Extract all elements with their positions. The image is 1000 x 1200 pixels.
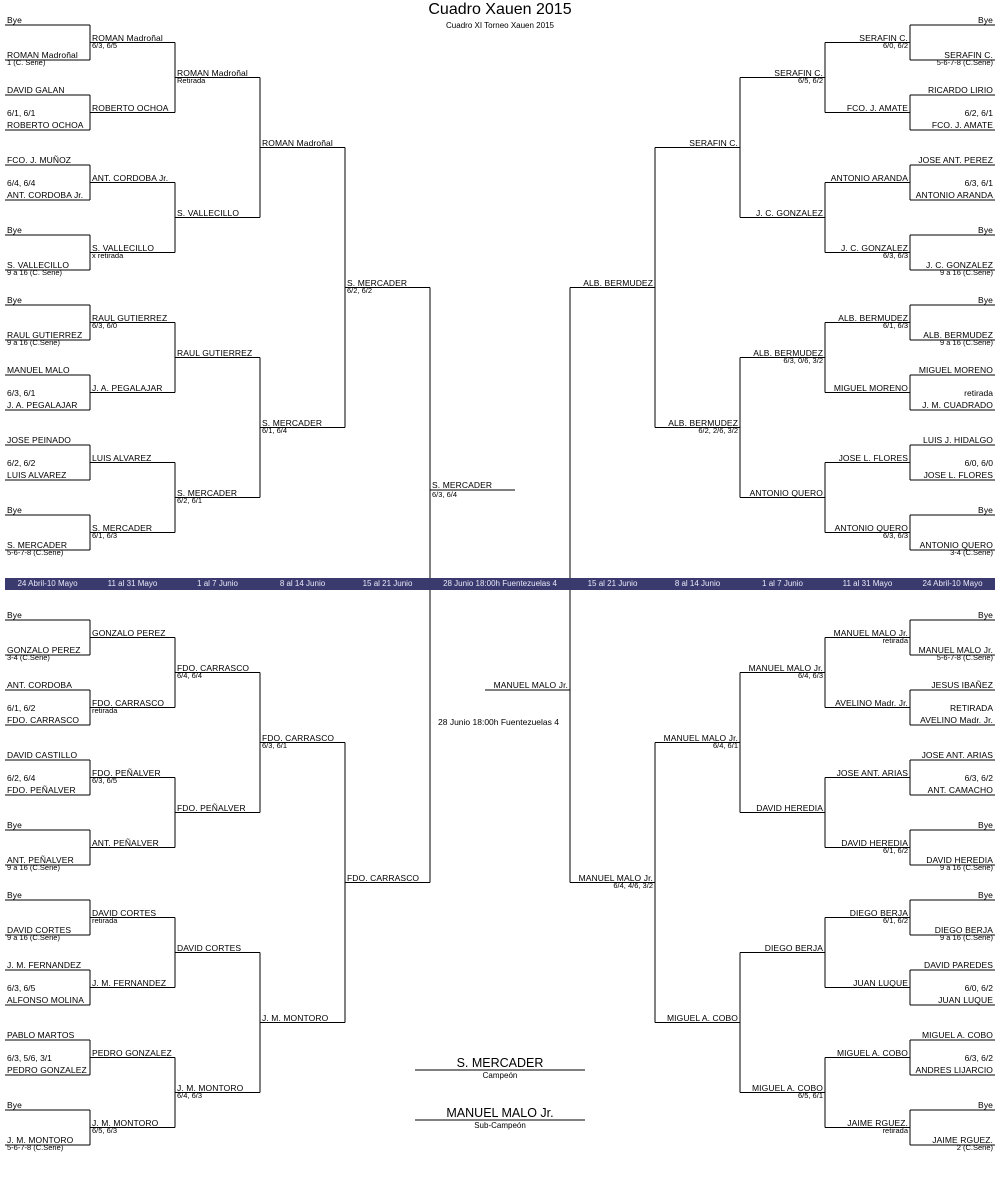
right-r2-name: MANUEL MALO Jr. xyxy=(748,662,823,673)
left-r1-name: LUIS ALVAREZ xyxy=(92,452,152,463)
date-label: 8 al 14 Junio xyxy=(279,579,326,588)
left-r1-name: S. VALLECILLO xyxy=(92,242,155,253)
left-r0-score: 6/2, 6/4 xyxy=(7,772,36,783)
left-r0-name: ROBERTO OCHOA xyxy=(7,120,84,130)
right-r1-name: DAVID HEREDIA xyxy=(841,837,908,848)
right-r1-score: 6/3, 6/3 xyxy=(882,250,908,260)
left-r3-score: 6/1, 6/4 xyxy=(262,425,288,435)
left-r1-name: J. M. FERNANDEZ xyxy=(92,977,167,988)
left-r0-name: ROMAN Madroñal xyxy=(7,50,78,60)
right-r0-score: 2 (C.Serie) xyxy=(956,1143,993,1152)
date-label: 24 Abril-10 Mayo xyxy=(17,579,78,588)
left-r0-name: JOSE PEINADO xyxy=(7,435,72,445)
left-r0-score: 6/4, 6/4 xyxy=(7,177,36,188)
left-r1-name: GONZALO PEREZ xyxy=(92,627,166,638)
right-r0-name: JOSE ANT. ARIAS xyxy=(921,750,993,760)
right-r1-name: MIGUEL A. COBO xyxy=(837,1047,908,1058)
left-r0-name: ANT. CORDOBA xyxy=(7,680,72,690)
right-r0-name: JOSE ANT. PEREZ xyxy=(918,155,993,165)
right-r0-name: Bye xyxy=(978,295,993,305)
left-r1-name: PEDRO GONZALEZ xyxy=(92,1047,172,1058)
date-label: 28 Junio 18:00h Fuentezuelas 4 xyxy=(443,579,557,588)
right-r0-score: 6/3, 6/2 xyxy=(964,772,993,783)
left-r0-score: 5-6-7-8 (C.Serie) xyxy=(7,1143,64,1152)
left-r0-name: DAVID CORTES xyxy=(7,925,72,935)
right-r0-name: JAIME RGUEZ. xyxy=(932,1135,993,1145)
right-r2-name: DAVID HEREDIA xyxy=(756,802,823,813)
left-r0-name: RAUL GUTIERREZ xyxy=(7,330,83,340)
center-top-score: 6/3, 6/4 xyxy=(432,490,458,499)
right-r1-name: MIGUEL MORENO xyxy=(833,382,908,393)
right-r1-name: JUAN LUQUE xyxy=(853,977,908,988)
right-r3-name: ALB. BERMUDEZ xyxy=(668,417,738,428)
center-bottom-note: 28 Junio 18:00h Fuentezuelas 4 xyxy=(438,717,559,727)
left-r3-name: J. M. MONTORO xyxy=(262,1012,329,1023)
right-r0-score: 6/0, 6/0 xyxy=(964,457,993,468)
date-bar xyxy=(5,578,995,590)
left-r0-name: J. M. MONTORO xyxy=(7,1135,74,1145)
right-r1-name: AVELINO Madr. Jr. xyxy=(835,697,908,708)
left-r0-name: Bye xyxy=(7,295,22,305)
left-r0-name: DAVID GALAN xyxy=(7,85,65,95)
left-r1-name: J. M. MONTORO xyxy=(92,1117,159,1128)
right-r1-name: ANTONIO QUERO xyxy=(834,522,908,533)
left-r0-name: ANT. PEÑALVER xyxy=(7,855,74,865)
right-r0-name: Bye xyxy=(978,1100,993,1110)
right-r3-name: SERAFIN C. xyxy=(689,137,738,148)
right-r0-name: MANUEL MALO Jr. xyxy=(918,645,993,655)
page-title: Cuadro Xauen 2015 xyxy=(428,1,572,18)
right-r0-score: 9 a 16 (C.Serie) xyxy=(940,338,993,347)
left-r1-name: ROBERTO OCHOA xyxy=(92,102,169,113)
left-r1-name: ANT. PEÑALVER xyxy=(92,837,159,848)
right-r3-name: MANUEL MALO Jr. xyxy=(663,732,738,743)
date-label: 1 al 7 Junio xyxy=(762,579,803,588)
left-r0-score: 6/3, 6/5 xyxy=(7,982,36,993)
left-r0-name: FCO. J. MUÑOZ xyxy=(7,155,72,165)
right-r1-name: MANUEL MALO Jr. xyxy=(833,627,908,638)
right-r3-score: 6/4, 6/1 xyxy=(712,740,738,750)
right-r0-name: Bye xyxy=(978,890,993,900)
right-r0-score: 9 a 16 (C.Serie) xyxy=(940,863,993,872)
left-r0-name: PEDRO GONZALEZ xyxy=(7,1065,87,1075)
left-r1-name: S. MERCADER xyxy=(92,522,153,533)
left-r1-score: 6/3, 6/5 xyxy=(92,40,118,50)
left-r1-name: DAVID CORTES xyxy=(92,907,157,918)
left-r4-score: 6/2, 6/2 xyxy=(347,285,373,295)
right-r0-score: 6/0, 6/2 xyxy=(964,982,993,993)
left-r0-name: S. MERCADER xyxy=(7,540,68,550)
right-r1-score: 6/1, 6/3 xyxy=(882,320,908,330)
left-r4-name: S. MERCADER xyxy=(347,277,408,288)
left-r0-name: MANUEL MALO xyxy=(7,365,70,375)
right-r0-name: Bye xyxy=(978,505,993,515)
right-r0-score: retirada xyxy=(964,387,993,398)
right-r0-name: J. C. GONZALEZ xyxy=(925,260,993,270)
left-r0-name: J. A. PEGALAJAR xyxy=(7,400,78,410)
right-r1-score: 6/1, 6/2 xyxy=(882,845,908,855)
right-r0-name: DIEGO BERJA xyxy=(934,925,993,935)
left-r4-name: FDO. CARRASCO xyxy=(347,872,420,883)
center-bottom-name: MANUEL MALO Jr. xyxy=(493,680,568,690)
right-r0-name: LUIS J. HIDALGO xyxy=(923,435,993,445)
left-r0-score: 1 (C. Serie) xyxy=(7,58,46,67)
left-r0-name: Bye xyxy=(7,1100,22,1110)
date-label: 11 al 31 Mayo xyxy=(842,579,893,588)
left-r1-name: ANT. CORDOBA Jr. xyxy=(92,172,169,183)
right-r0-name: Bye xyxy=(978,225,993,235)
right-r0-score: RETIRADA xyxy=(950,702,993,713)
left-r1-name: FDO. PEÑALVER xyxy=(92,767,161,778)
date-label: 1 al 7 Junio xyxy=(197,579,238,588)
right-r0-score: 5-6-7-8 (C.Serie) xyxy=(936,58,993,67)
left-r0-name: S. VALLECILLO xyxy=(7,260,70,270)
left-r1-score: 6/1, 6/3 xyxy=(92,530,118,540)
left-r0-score: 6/1, 6/2 xyxy=(7,702,36,713)
left-r2-name: RAUL GUTIERREZ xyxy=(177,347,253,358)
right-r0-name: JESUS IBAÑEZ xyxy=(931,680,993,690)
left-r1-name: FDO. CARRASCO xyxy=(92,697,165,708)
left-r2-name: S. VALLECILLO xyxy=(177,207,240,218)
right-r0-score: 9 a 16 (C.Serie) xyxy=(940,268,993,277)
right-r0-score: 3-4 (C.Serie) xyxy=(950,548,993,557)
left-r0-score: 9 a 16 (C.Serie) xyxy=(7,863,60,872)
right-r1-score: retirada xyxy=(882,635,908,645)
left-r0-name: LUIS ALVAREZ xyxy=(7,470,67,480)
left-r3-name: S. MERCADER xyxy=(262,417,323,428)
right-r1-name: J. C. GONZALEZ xyxy=(840,242,908,253)
right-r0-name: JOSE L. FLORES xyxy=(923,470,993,480)
center-top-name: S. MERCADER xyxy=(432,480,493,490)
right-r1-name: ALB. BERMUDEZ xyxy=(838,312,908,323)
right-r0-name: J. M. CUADRADO xyxy=(922,400,993,410)
right-r0-name: JUAN LUQUE xyxy=(938,995,993,1005)
right-r1-name: FCO. J. AMATE xyxy=(846,102,908,113)
left-r0-name: Bye xyxy=(7,890,22,900)
left-r0-name: PABLO MARTOS xyxy=(7,1030,75,1040)
right-r1-score: 6/3, 6/3 xyxy=(882,530,908,540)
right-r0-score: 9 a 16 (C.Serie) xyxy=(940,933,993,942)
right-r2-score: 6/5, 6/2 xyxy=(797,75,823,85)
left-r0-score: 6/1, 6/1 xyxy=(7,107,36,118)
right-r0-score: 6/3, 6/2 xyxy=(964,1052,993,1063)
right-r0-name: MIGUEL MORENO xyxy=(918,365,993,375)
right-r1-score: 6/0, 6/2 xyxy=(882,40,908,50)
right-r0-name: ANDRES LIJARCIO xyxy=(915,1065,993,1075)
left-r1-score: 6/3, 6/0 xyxy=(92,320,118,330)
left-r1-score: 6/5, 6/3 xyxy=(92,1125,118,1135)
right-r1-name: DIEGO BERJA xyxy=(849,907,908,918)
right-r0-name: SERAFIN C. xyxy=(944,50,993,60)
left-r2-name: FDO. CARRASCO xyxy=(177,662,250,673)
page-subtitle: Cuadro XI Torneo Xauen 2015 xyxy=(446,21,554,30)
left-r0-score: 9 a 16 (C.Serie) xyxy=(7,338,60,347)
left-r2-name: DAVID CORTES xyxy=(177,942,242,953)
right-r0-name: ANT. CAMACHO xyxy=(927,785,993,795)
right-r1-name: JOSE L. FLORES xyxy=(838,452,908,463)
left-r2-name: S. MERCADER xyxy=(177,487,238,498)
left-r0-name: Bye xyxy=(7,610,22,620)
champion-name: S. MERCADER xyxy=(456,1056,544,1070)
left-r0-name: FDO. PEÑALVER xyxy=(7,785,76,795)
left-r2-score: 6/4, 6/4 xyxy=(177,670,203,680)
right-r0-score: 5-6-7-8 (C.Serie) xyxy=(936,653,993,662)
left-r0-score: 6/2, 6/2 xyxy=(7,457,36,468)
left-r2-score: 6/2, 6/1 xyxy=(177,495,203,505)
right-r0-name: DAVID HEREDIA xyxy=(926,855,993,865)
left-r2-score: Retirada xyxy=(177,75,206,85)
right-r2-score: 6/5, 6/1 xyxy=(797,1090,823,1100)
left-r0-score: 6/3, 5/6, 3/1 xyxy=(7,1052,52,1063)
left-r2-name: ROMAN Madroñal xyxy=(177,67,248,78)
left-r3-name: FDO. CARRASCO xyxy=(262,732,335,743)
left-r2-name: FDO. PEÑALVER xyxy=(177,802,246,813)
runner-up-label: Sub-Campeón xyxy=(474,1121,526,1130)
left-r1-name: J. A. PEGALAJAR xyxy=(92,382,163,393)
right-r2-score: 6/3, 0/6, 3/2 xyxy=(783,355,823,365)
left-r1-name: RAUL GUTIERREZ xyxy=(92,312,168,323)
right-r2-name: ANTONIO QUERO xyxy=(749,487,823,498)
right-r4-name: ALB. BERMUDEZ xyxy=(583,277,653,288)
left-r0-name: ANT. CORDOBA Jr. xyxy=(7,190,84,200)
left-r1-score: 6/3, 6/5 xyxy=(92,775,118,785)
right-r1-name: JAIME RGUEZ. xyxy=(847,1117,908,1128)
right-r0-name: Bye xyxy=(978,610,993,620)
right-r0-name: Bye xyxy=(978,15,993,25)
right-r2-name: MIGUEL A. COBO xyxy=(752,1082,823,1093)
right-r2-name: J. C. GONZALEZ xyxy=(755,207,823,218)
left-r0-score: 6/3, 6/1 xyxy=(7,387,36,398)
champion-label: Campeón xyxy=(482,1071,518,1080)
right-r1-name: SERAFIN C. xyxy=(859,32,908,43)
right-r3-name: MIGUEL A. COBO xyxy=(667,1012,738,1023)
left-r0-score: 5-6-7-8 (C.Serie) xyxy=(7,548,64,557)
right-r1-name: ANTONIO ARANDA xyxy=(830,172,908,183)
right-r0-name: MIGUEL A. COBO xyxy=(922,1030,993,1040)
left-r2-score: 6/4, 6/3 xyxy=(177,1090,203,1100)
left-r0-name: FDO. CARRASCO xyxy=(7,715,80,725)
left-r1-score: retirada xyxy=(92,705,118,715)
date-label: 24 Abril-10 Mayo xyxy=(922,579,983,588)
right-r1-name: JOSE ANT. ARIAS xyxy=(836,767,908,778)
right-r0-name: RICARDO LIRIO xyxy=(927,85,993,95)
left-r0-score: 9 a 16 (C.Serie) xyxy=(7,933,60,942)
runner-up-name: MANUEL MALO Jr. xyxy=(446,1106,554,1120)
date-label: 15 al 21 Junio xyxy=(362,579,413,588)
right-r1-score: 6/1, 6/2 xyxy=(882,915,908,925)
left-r3-score: 6/3, 6/1 xyxy=(262,740,288,750)
right-r0-name: ANTONIO QUERO xyxy=(919,540,993,550)
date-label: 11 al 31 Mayo xyxy=(107,579,158,588)
right-r0-name: ALB. BERMUDEZ xyxy=(923,330,993,340)
left-r0-score: 9 a 16 (C. Serie) xyxy=(7,268,63,277)
right-r1-score: retirada xyxy=(882,1125,908,1135)
left-r0-name: Bye xyxy=(7,15,22,25)
left-r1-score: retirada xyxy=(92,915,118,925)
right-r4-score: 6/4, 4/6, 3/2 xyxy=(613,880,653,890)
right-r2-name: DIEGO BERJA xyxy=(764,942,823,953)
right-r2-name: ALB. BERMUDEZ xyxy=(753,347,823,358)
right-r3-score: 6/2, 2/6, 3/2 xyxy=(698,425,738,435)
left-r0-name: Bye xyxy=(7,820,22,830)
left-r0-name: Bye xyxy=(7,505,22,515)
right-r0-name: DAVID PAREDES xyxy=(923,960,993,970)
left-r0-name: GONZALO PEREZ xyxy=(7,645,81,655)
left-r0-name: Bye xyxy=(7,225,22,235)
right-r0-name: ANTONIO ARANDA xyxy=(915,190,993,200)
left-r3-name: ROMAN Madroñal xyxy=(262,137,333,148)
right-r2-score: 6/4, 6/3 xyxy=(797,670,823,680)
right-r0-score: 6/2, 6/1 xyxy=(964,107,993,118)
left-r0-name: DAVID CASTILLO xyxy=(7,750,78,760)
left-r2-name: J. M. MONTORO xyxy=(177,1082,244,1093)
right-r2-name: SERAFIN C. xyxy=(774,67,823,78)
date-label: 8 al 14 Junio xyxy=(674,579,721,588)
right-r0-name: Bye xyxy=(978,820,993,830)
left-r0-score: 3-4 (C.Serie) xyxy=(7,653,50,662)
right-r0-name: FCO. J. AMATE xyxy=(931,120,993,130)
left-r0-name: J. M. FERNANDEZ xyxy=(7,960,82,970)
date-label: 15 al 21 Junio xyxy=(587,579,638,588)
left-r0-name: ALFONSO MOLINA xyxy=(7,995,84,1005)
left-r1-score: x retirada xyxy=(92,250,124,260)
right-r0-score: 6/3, 6/1 xyxy=(964,177,993,188)
left-r1-name: ROMAN Madroñal xyxy=(92,32,163,43)
right-r0-name: AVELINO Madr. Jr. xyxy=(920,715,993,725)
right-r4-name: MANUEL MALO Jr. xyxy=(578,872,653,883)
